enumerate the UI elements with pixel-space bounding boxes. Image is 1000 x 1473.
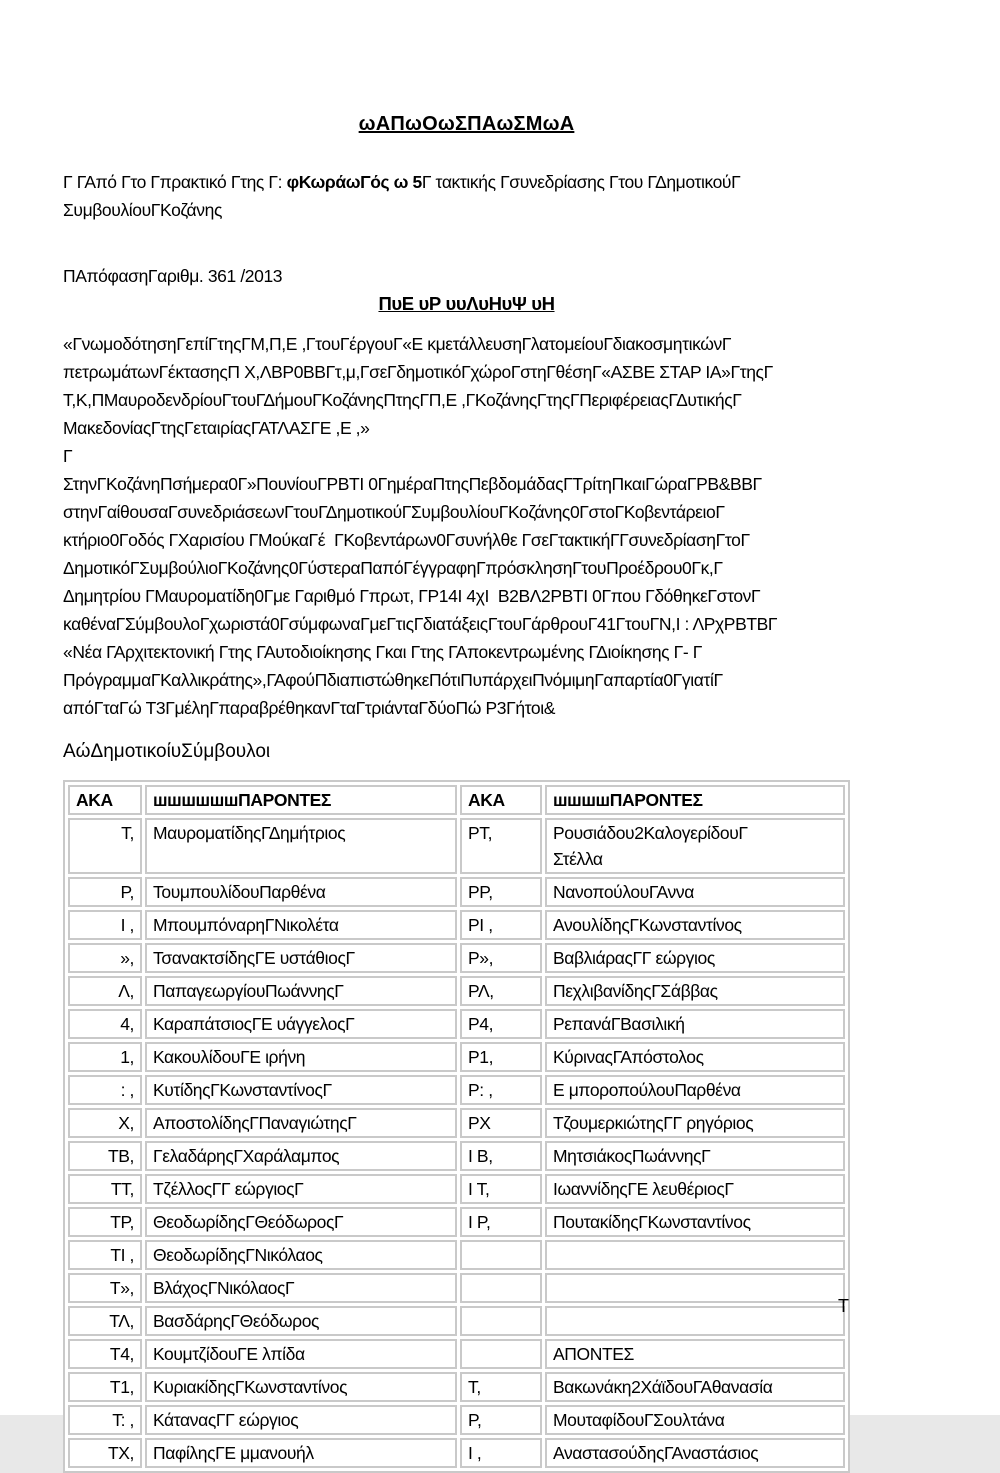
row-number-left: : ,: [68, 1075, 142, 1105]
councillor-name-right: ΠουτακίδηςΓΚωνσταντίνος: [545, 1207, 845, 1237]
row-number-left: Χ,: [68, 1108, 142, 1138]
councillor-name-left: ΚυτίδηςΓΚωνσταντίνοςΓ: [145, 1075, 457, 1105]
councillor-name-right: Βακωνάκη2ΧάϊδουΓΑθανασία: [545, 1372, 845, 1402]
subject-quote-paragraph: [63, 330, 870, 442]
row-number-left: Τ,: [68, 818, 142, 874]
councillor-name-left: ΤζέλλοςΓΓ εώργιοςΓ: [145, 1174, 457, 1204]
row-number-left: »,: [68, 943, 142, 973]
body-line: κτήριο0Γοδός ΓΧαρισίου ΓΜούκαΓέ ΓΚοβεντάρων0Γσυνήλθε ΓσεΓτακτικήΓΓσυνεδρίασηΓτοΓ: [63, 530, 750, 550]
councillor-name-right: Ρουσιάδου2ΚαλογερίδουΓ Στέλλα: [545, 818, 845, 874]
intro-line2: ΣυμβουλίουΓΚοζάνης: [63, 200, 222, 220]
councillor-name-right: ΤζουμερκιώτηςΓΓ ρηγόριος: [545, 1108, 845, 1138]
body-line: «Νέα ΓΑρχιτεκτονική Γτης ΓΑυτοδιοίκησης Γκαι Γτης ΓΑποκεντρωμένης ΓΔιοίκησης Γ- Γ: [63, 642, 703, 662]
table-row: [68, 1108, 845, 1138]
councillor-name-left: ΠαπαγεωργίουΠωάννηςΓ: [145, 976, 457, 1006]
row-number-right: [460, 1240, 542, 1270]
subject-quote-line: «ΓνωμοδότησηΓεπίΓτηςΓΜ,Π,Ε ,ΓτουΓέργουΓ«Ε κμετάλλευσηΓλατομείουΓδιακοσμητικώνΓ: [63, 334, 732, 354]
table-row: [68, 1339, 845, 1369]
councillor-name-left: ΚαραπάτσιοςΓΕ υάγγελοςΓ: [145, 1009, 457, 1039]
councillor-name-left: ΜαυροματίδηςΓΔημήτριος: [145, 818, 457, 874]
page-number: Τ: [838, 1296, 849, 1316]
subject-quote-line: ΜακεδονίαςΓτηςΓεταιρίαςΓΑΤΛΑΣΓΕ ,Ε ,»: [63, 418, 370, 438]
subject-quote-line: πετρωμάτωνΓέκτασηςΠ Χ,ΛΒΡ0ΒΒΓτ,μ,ΓσεΓδημοτικόΓχώροΓστηΓθέσηΓ«ΑΣΒΕ ΣΤΑΡ ΙΑ»ΓτηςΓ: [63, 362, 773, 382]
councillor-name-right: ΑναστασούδηςΓΑναστάσιος: [545, 1438, 845, 1468]
table-row: [68, 1141, 845, 1171]
body-line: στηνΓαίθουσαΓσυνεδριάσεωνΓτουΓΔημοτικούΓΣυμβουλίουΓΚοζάνης0ΓστοΓΚοβεντάρειοΓ: [63, 502, 725, 522]
table-row: [68, 818, 845, 874]
body-line: καθέναΓΣύμβουλοΓχωριστά0ΓσύμφωναΓμεΓτιςΓδιατάξειςΓτουΓάρθρουΓ41ΓτουΓΝ,Ι : ΛΡχΡΒΤΒΓ: [63, 614, 778, 634]
spacer-artifact-line: Γ: [63, 446, 73, 466]
row-number-right: Ι Ρ,: [460, 1207, 542, 1237]
councillor-name-left: ΤσανακτσίδηςΓΕ υστάθιοςΓ: [145, 943, 457, 973]
intro-prefix: Γ ΓΑπό Γτο Γπρακτικό Γτης Γ:: [63, 172, 287, 192]
table-row: [68, 1042, 845, 1072]
councillor-name-right: [545, 1240, 845, 1270]
body-line: ΠρόγραμμαΓΚαλλικράτης»,ΓΑφούΠδιαπιστώθηκεΠότιΠυπάρχειΠνόμιμηΓαπαρτία0ΓγιατίΓ: [63, 670, 723, 690]
councillor-name-left: ΘεοδωρίδηςΓΝικόλαος: [145, 1240, 457, 1270]
row-number-right: Ρ,: [460, 1405, 542, 1435]
body-line: ΔημοτικόΓΣυμβούλιοΓΚοζάνης0ΓύστεραΠαπόΓέγγραφηΓπρόσκλησηΓτουΠροέδρου0Γκ,Γ: [63, 558, 723, 578]
row-number-left: ΤΧ,: [68, 1438, 142, 1468]
body-paragraph: [63, 470, 870, 722]
councillor-name-right: ΜουταφίδουΓΣουλτάνα: [545, 1405, 845, 1435]
councillor-name-left: ΒλάχοςΓΝικόλαοςΓ: [145, 1273, 457, 1303]
row-number-right: Ι Τ,: [460, 1174, 542, 1204]
body-line: ΣτηνΓΚοζάνηΠσήμερα0Γ»ΠουνίουΓΡΒΤΙ 0ΓημέραΠτηςΠεβδομάδαςΓΤρίτηΠκαιΓώραΓΡΒ&ΒΒΓ: [63, 474, 762, 494]
table-row: [68, 943, 845, 973]
body-line: απόΓταΓώ Τ3ΓμέληΓπαραβρέθηκανΓταΓτριάνταΓδύοΠώ Ρ3Γήτοι&: [63, 698, 556, 718]
row-number-left: Τ: ,: [68, 1405, 142, 1435]
intro-paragraph: [63, 168, 870, 224]
councillor-name-right: ΠεχλιβανίδηςΓΣάββας: [545, 976, 845, 1006]
councillor-name-right: ΑΠΟΝΤΕΣ: [545, 1339, 845, 1369]
attendance-table-header-row: [68, 785, 845, 815]
attendance-table: [63, 780, 850, 1473]
councillor-name-right: ΚύριναςΓΑπόστολος: [545, 1042, 845, 1072]
table-row: [68, 1174, 845, 1204]
table-row: [68, 910, 845, 940]
row-number-left: ΤΛ,: [68, 1306, 142, 1336]
header-aa-left: ΑΚΑ: [68, 785, 142, 815]
councillor-name-left: ΜπουμπόναρηΓΝικολέτα: [145, 910, 457, 940]
table-row: [68, 1438, 845, 1468]
row-number-left: Τ»,: [68, 1273, 142, 1303]
councillor-name-left: ΤουμπουλίδουΠαρθένα: [145, 877, 457, 907]
councillor-name-left: ΚακουλίδουΓΕ ιρήνη: [145, 1042, 457, 1072]
table-row: [68, 1009, 845, 1039]
councillor-name-left: ΑποστολίδηςΓΠαναγιώτηςΓ: [145, 1108, 457, 1138]
header-present-right: шшшшΠΑΡΟΝΤΕΣ: [545, 785, 845, 815]
intro-session-number: φΚωράωΓός ω 5: [286, 172, 422, 192]
councillor-name-right: ΡεπανάΓΒασιλική: [545, 1009, 845, 1039]
row-number-left: ΤΤ,: [68, 1174, 142, 1204]
intro-suffix: Γ τακτικής Γσυνεδρίασης Γτου ΓΔημοτικούΓ: [421, 172, 741, 192]
row-number-left: Τ1,: [68, 1372, 142, 1402]
table-row: [68, 1075, 845, 1105]
table-row: [68, 1207, 845, 1237]
row-number-left: Τ4,: [68, 1339, 142, 1369]
row-number-left: Ι ,: [68, 910, 142, 940]
councillor-name-left: ΓελαδάρηςΓΧαράλαμπος: [145, 1141, 457, 1171]
row-number-right: Ρ4,: [460, 1009, 542, 1039]
row-number-right: Ρ: ,: [460, 1075, 542, 1105]
table-row: [68, 877, 845, 907]
subject-quote-line: Τ,Κ,ΠΜαυροδενδρίουΓτουΓΔήμουΓΚοζάνηςΠτηςΓΠ,Ε ,ΓΚοζάνηςΓτηςΓΠεριφέρειαςΓΔυτικήςΓ: [63, 390, 742, 410]
row-number-left: Λ,: [68, 976, 142, 1006]
row-number-right: ΡΙ ,: [460, 910, 542, 940]
row-number-right: ΡΛ,: [460, 976, 542, 1006]
row-number-left: 1,: [68, 1042, 142, 1072]
row-number-right: ΡΧ: [460, 1108, 542, 1138]
document-content: [63, 110, 870, 1473]
councillor-name-right: ΜητσιάκοςΠωάννηςΓ: [545, 1141, 845, 1171]
councillor-name-left: ΚάταναςΓΓ εώργιος: [145, 1405, 457, 1435]
row-number-right: Ι Β,: [460, 1141, 542, 1171]
row-number-right: Τ,: [460, 1372, 542, 1402]
row-number-left: Ρ,: [68, 877, 142, 907]
row-number-left: ΤΡ,: [68, 1207, 142, 1237]
header-present-left: шшшшшшΠΑΡΟΝΤΕΣ: [145, 785, 457, 815]
row-number-right: Ι ,: [460, 1438, 542, 1468]
row-number-left: 4,: [68, 1009, 142, 1039]
councillor-name-left: ΘεοδωρίδηςΓΘεόδωροςΓ: [145, 1207, 457, 1237]
councillor-name-left: ΒασδάρηςΓΘεόδωρος: [145, 1306, 457, 1336]
row-number-left: ΤΙ ,: [68, 1240, 142, 1270]
councillor-name-left: ΚυριακίδηςΓΚωνσταντίνος: [145, 1372, 457, 1402]
councillor-name-right: Ε μποροπούλουΠαρθένα: [545, 1075, 845, 1105]
attendance-table-body: [68, 818, 845, 1468]
table-row: [68, 1240, 845, 1270]
decision-number-line: ΠΑπόφασηΓαριθμ. 361 /2013: [63, 266, 283, 286]
councillor-name-right: ΙωαννίδηςΓΕ λευθέριοςΓ: [545, 1174, 845, 1204]
row-number-left: ΤΒ,: [68, 1141, 142, 1171]
councillor-name-right: ΑνουλίδηςΓΚωνσταντίνος: [545, 910, 845, 940]
councillor-name-right: ΒαβλιάραςΓΓ εώργιος: [545, 943, 845, 973]
table-row: [68, 976, 845, 1006]
row-number-right: ΡΡ,: [460, 877, 542, 907]
table-row: [68, 1405, 845, 1435]
row-number-right: Ρ»,: [460, 943, 542, 973]
councillors-section-heading: ΑώΔημοτικοίυΣύμβουλοι: [63, 741, 271, 762]
summary-heading: ΠυΕ υΡ υυΛυΗυΨ υΗ: [378, 293, 555, 314]
row-number-right: ΡΤ,: [460, 818, 542, 874]
row-number-right: Ρ1,: [460, 1042, 542, 1072]
header-aa-right: ΑΚΑ: [460, 785, 542, 815]
councillor-name-left: ΚουμτζίδουΓΕ λπίδα: [145, 1339, 457, 1369]
councillor-name-left: ΠαφίληςΓΕ μμανουήλ: [145, 1438, 457, 1468]
row-number-right: [460, 1339, 542, 1369]
table-row: [68, 1372, 845, 1402]
document-title: ωΑΠωΟωΣΠΑωΣΜωΑ: [358, 113, 575, 135]
body-line: Δημητρίου ΓΜαυροματίδη0Γμε Γαριθμό Γπρωτ, ΓΡ14Ι 4χΙ Β2ΒΛ2ΡΒΤΙ 0Γπου ΓδόθηκεΓστονΓ: [63, 586, 761, 606]
councillor-name-right: ΝανοπούλουΓΑννα: [545, 877, 845, 907]
